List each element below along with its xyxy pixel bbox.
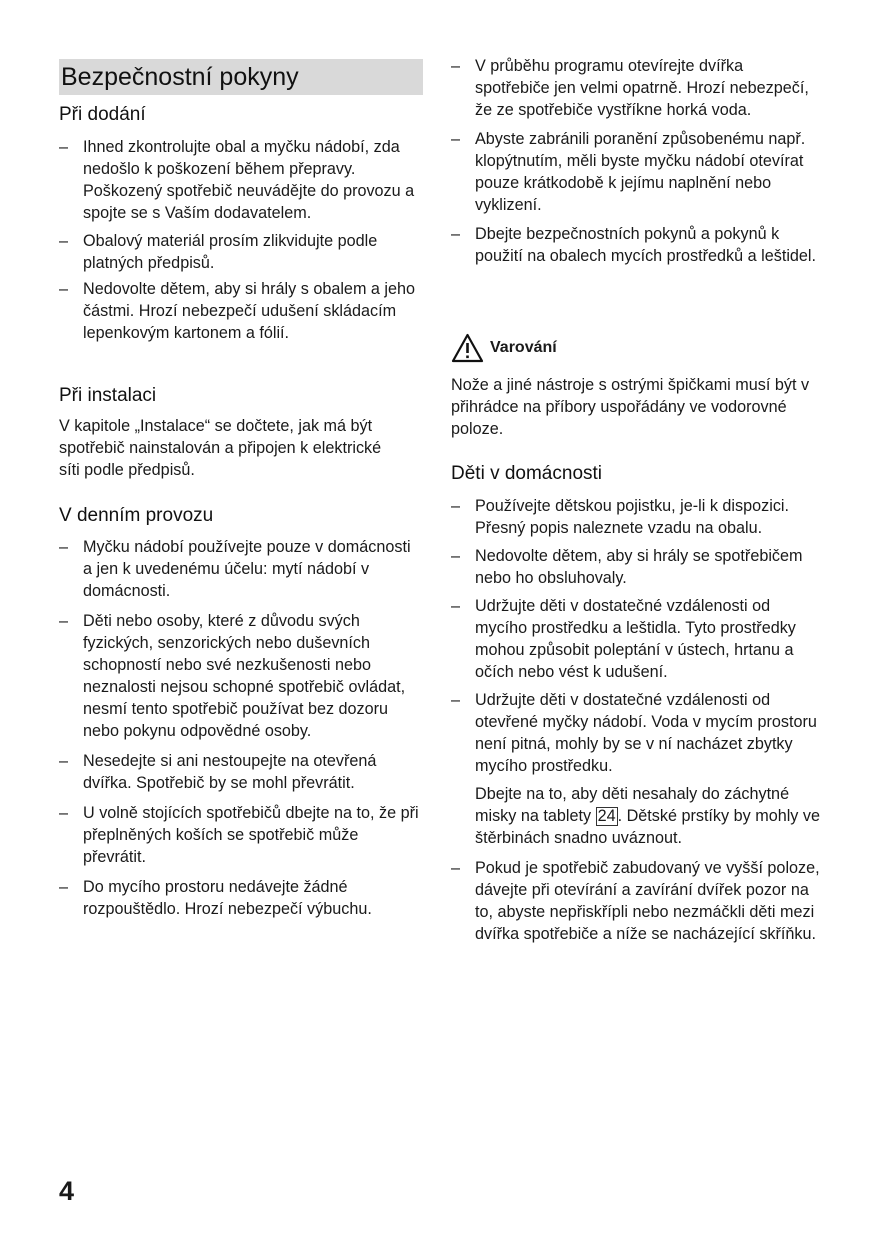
warning-text: Nože a jiné nástroje s ostrými špičkami musí být v přihrádce na příbory uspořádány ve vodorovné poloze. <box>451 376 810 438</box>
delivery-list <box>59 136 423 350</box>
list-item: – Používejte dětskou pojistku, je-li k dispozici. Přesný popis naleznete vzadu na obalu. <box>451 497 790 537</box>
list-item: – Nedovolte dětem, aby si hrály s obalem a jeho částmi. Hrozí nebezpečí udušení skládacím lepenkovým kartonem a fólií. <box>59 280 416 342</box>
list-item: – Ihned zkontrolujte obal a myčku nádobí, zda nedošlo k poškození během přepravy. Poškozený spotřebič neuvádějte do provozu a spojte se s Vaším dodavatelem. <box>59 138 415 222</box>
list-item: – Dbejte bezpečnostních pokynů a pokynů k použití na obalech mycích prostředků a leštidel. <box>451 225 817 265</box>
figure-reference: 24 <box>597 807 616 825</box>
heading-children: Děti v domácnosti <box>451 463 603 484</box>
daily-list-continued <box>451 55 821 273</box>
list-item: – V průběhu programu otevírejte dvířka spotřebiče jen velmi opatrně. Hrozí nebezpečí, že ze spotřebiče vystříkne horká voda. <box>451 57 809 119</box>
installation-text: V kapitole „Instalace“ se dočtete, jak má být spotřebič nainstalován a připojen k elektrické síti podle předpisů. <box>59 417 382 479</box>
list-item: – Do mycího prostoru nedávejte žádné rozpouštědlo. Hrozí nebezpečí výbuchu. <box>59 878 372 918</box>
warning-label <box>451 333 557 363</box>
list-item: – U volně stojících spotřebičů dbejte na to, že při přeplněných koších se spotřebič může převrátit. <box>59 804 419 866</box>
heading-daily: V denním provozu <box>59 505 214 526</box>
page-number: 4 <box>59 1176 75 1206</box>
list-item: – Myčku nádobí používejte pouze v domácnosti a jen k uvedenému účelu: mytí nádobí v domácnosti. <box>59 538 411 600</box>
heading-delivery: Při dodání <box>59 104 146 125</box>
children-note: Dbejte na to, aby děti nesahaly do záchytné misky na tablety 24 . Dětské prstíky by mohly ve štěrbinách snadno uváznout. <box>475 785 820 847</box>
list-item: – Udržujte děti v dostatečné vzdálenosti od otevřené myčky nádobí. Voda v mycím prostoru není pitná, mohly by se v ní nacházet zbytky mycího prostředku. <box>451 691 817 775</box>
list-item: – Udržujte děti v dostatečné vzdálenosti od mycího prostředku a leštidla. Tyto prostředky mohou způsobit poleptání v ústech, hrtanu a očích nebo vést k udušení. <box>451 597 796 681</box>
list-item: – Nesedejte si ani nestoupejte na otevřená dvířka. Spotřebič by se mohl převrátit. <box>59 752 377 792</box>
heading-installation: Při instalaci <box>59 385 157 406</box>
warning-title: Varování <box>490 339 557 356</box>
page-title: Bezpečnostní pokyny <box>61 63 299 91</box>
children-list <box>451 495 821 951</box>
warning-triangle-icon <box>451 333 484 363</box>
list-item: – Abyste zabránili poranění způsobenému např. klopýtnutím, měli byste myčku nádobí otevírat pouze krátkodobě k jejímu naplnění nebo vyklizení. <box>451 130 806 214</box>
list-item: – Děti nebo osoby, které z důvodu svých fyzických, senzorických nebo duševních schopností nebo své nezkušenosti nebo neznalosti nejsou schopné spotřebič ovládat, nesmí tento spotřebič používat bez dozoru nebo pokynu odpovědné osoby. <box>59 612 406 740</box>
list-item: – Pokud je spotřebič zabudovaný ve vyšší poloze, dávejte při otevírání a zavírání dvířek pozor na to, abyste nepřiskřípli nebo nezmáčkli děti mezi dvířka spotřebiče a níže se nacházející skříňku. <box>451 859 820 943</box>
section-title-bar <box>59 59 423 95</box>
daily-list <box>59 536 423 926</box>
list-item: – Nedovolte dětem, aby si hrály se spotřebičem nebo ho obsluhovaly. <box>451 547 803 587</box>
list-item: – Obalový materiál prosím zlikvidujte podle platných předpisů. <box>59 232 378 272</box>
